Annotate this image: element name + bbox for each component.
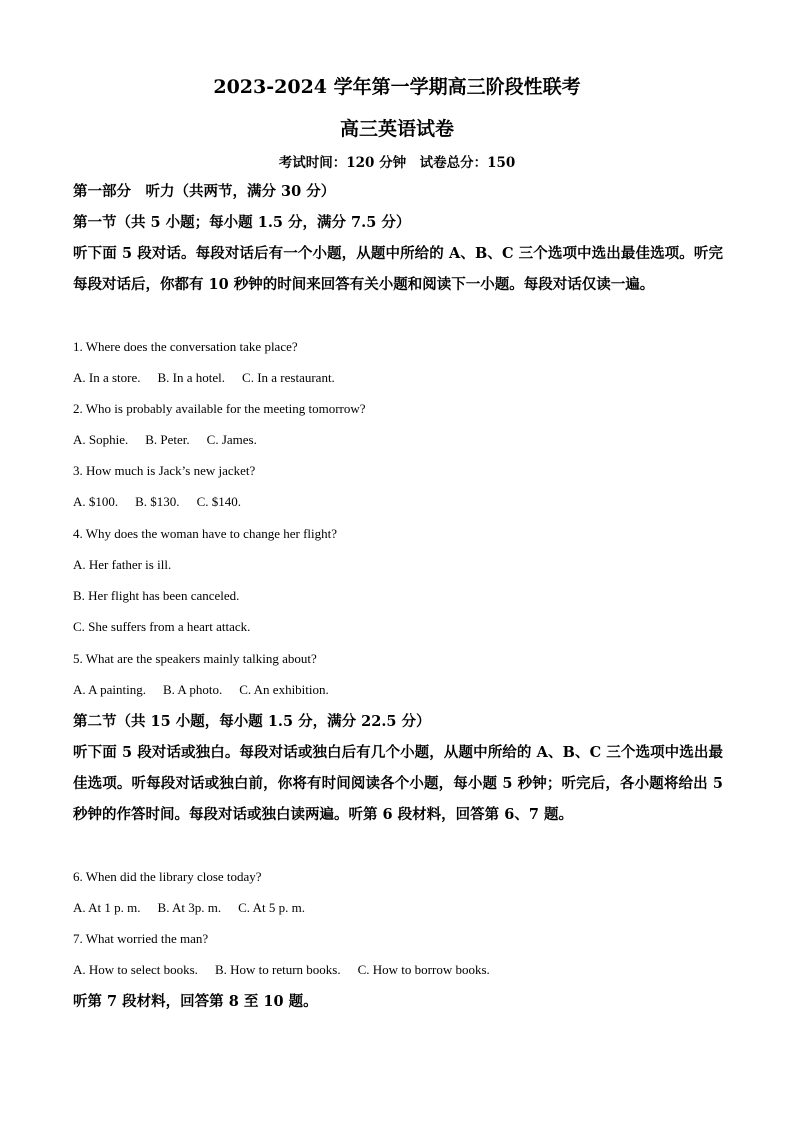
option-a: A. $100. bbox=[73, 494, 119, 509]
question-stem: 7. What worried the man? bbox=[73, 931, 209, 946]
option-b: B. In a hotel. bbox=[157, 370, 226, 385]
question-options bbox=[73, 432, 274, 448]
question-stem: 5. What are the speakers mainly talking about? bbox=[73, 651, 317, 666]
option-a: A. At 1 p. m. bbox=[73, 900, 141, 915]
section2-instructions: 听下面 5 段对话或独白。每段对话或独白后有几个小题，从题中所给的 A、B、C 三个选项中选出最佳选项。听每段对话或独白前，你将有时间阅读各个小题，每小题 5 秒钟；听完后，各小题将给出 5 秒钟的作答时间。每段对话或独白读两遍。听第 6 段材料，回答第 6、7 题。 bbox=[73, 744, 723, 823]
option-b: B. $130. bbox=[135, 494, 180, 509]
exam-meta: 考试时间：120 分钟 试卷总分：150 bbox=[278, 155, 516, 171]
question-options bbox=[73, 900, 322, 916]
option-a: A. In a store. bbox=[73, 370, 141, 385]
section1-instructions: 听下面 5 段对话。每段对话后有一个小题，从题中所给的 A、B、C 三个选项中选出最佳选项。听完每段对话后，你都有 10 秒钟的时间来回答有关小题和阅读下一小题。每段对话仅读一遍。 bbox=[73, 245, 723, 293]
part1-heading: 第一部分 听力（共两节，满分 30 分） bbox=[73, 183, 336, 200]
option-b: B. At 3p. m. bbox=[157, 900, 222, 915]
option-b: B. Peter. bbox=[145, 432, 190, 447]
option-a: A. A painting. bbox=[73, 682, 146, 697]
next-material-instruction: 听第 7 段材料，回答第 8 至 10 题。 bbox=[73, 993, 318, 1010]
option-c: C. James. bbox=[206, 432, 257, 447]
option-a: A. Her father is ill. bbox=[73, 557, 172, 572]
section2-heading: 第二节（共 15 小题，每小题 1.5 分，满分 22.5 分） bbox=[73, 713, 431, 730]
option-c: C. She suffers from a heart attack. bbox=[73, 619, 251, 634]
exam-subtitle: 高三英语试卷 bbox=[339, 118, 454, 140]
question-options bbox=[73, 962, 507, 978]
option-c: C. How to borrow books. bbox=[357, 962, 490, 977]
option-a: A. Sophie. bbox=[73, 432, 129, 447]
question-stem: 1. Where does the conversation take place? bbox=[73, 339, 298, 354]
question-options bbox=[73, 494, 258, 510]
option-c: C. An exhibition. bbox=[239, 682, 329, 697]
option-c: C. $140. bbox=[196, 494, 241, 509]
option-c: C. In a restaurant. bbox=[242, 370, 335, 385]
exam-title: 2023-2024 学年第一学期高三阶段性联考 bbox=[213, 76, 581, 98]
question-stem: 2. Who is probably available for the meeting tomorrow? bbox=[73, 401, 366, 416]
option-c: C. At 5 p. m. bbox=[238, 900, 305, 915]
question-options bbox=[73, 370, 352, 386]
question-stem: 4. Why does the woman have to change her flight? bbox=[73, 526, 338, 541]
option-b: B. How to return books. bbox=[214, 962, 341, 977]
option-b: B. Her flight has been canceled. bbox=[73, 588, 240, 603]
option-b: B. A photo. bbox=[162, 682, 223, 697]
question-options bbox=[73, 682, 346, 698]
question-stem: 6. When did the library close today? bbox=[73, 869, 262, 884]
section1-heading: 第一节（共 5 小题；每小题 1.5 分，满分 7.5 分） bbox=[73, 214, 411, 231]
question-stem: 3. How much is Jack’s new jacket? bbox=[73, 463, 256, 478]
option-a: A. How to select books. bbox=[73, 962, 198, 977]
